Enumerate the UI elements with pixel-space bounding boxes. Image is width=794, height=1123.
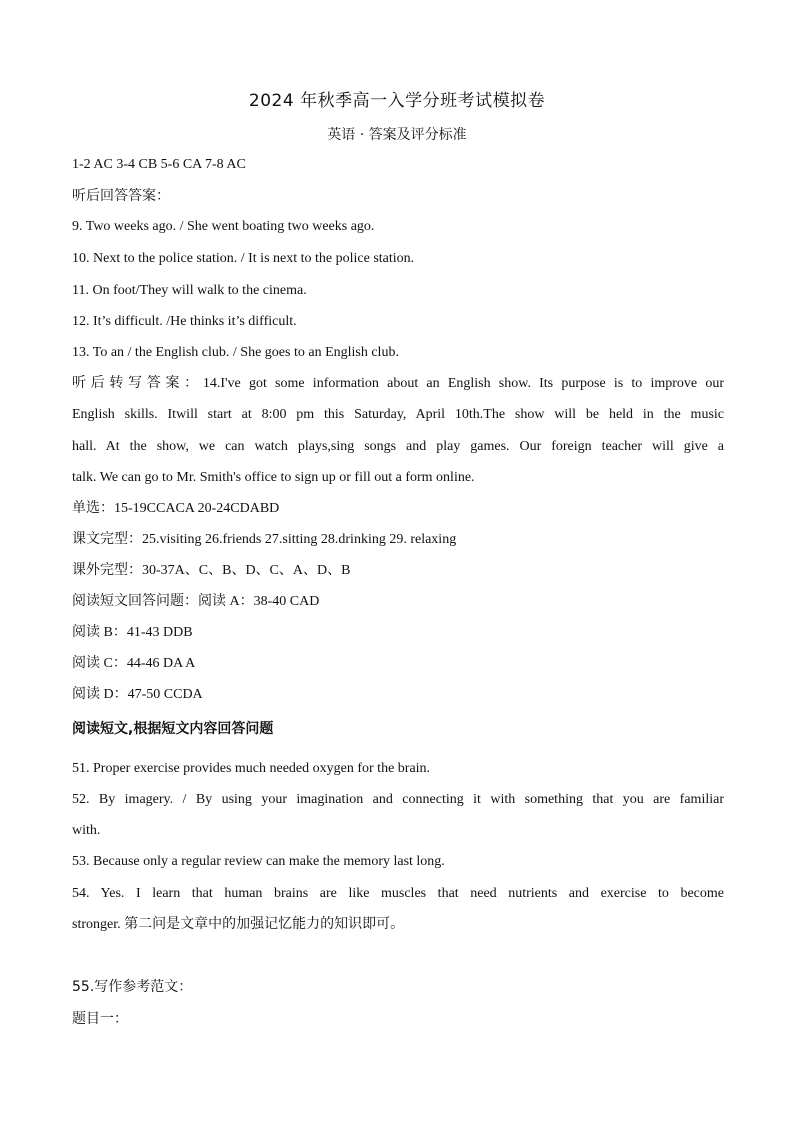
answer-q52-line: with. [72, 823, 101, 838]
retell-answer-line: talk. We can go to Mr. Smith's office to sign up or fill out a form online. [72, 470, 475, 485]
page-title: 2024 年秋季高一入学分班考试模拟卷 [248, 91, 546, 111]
topic-one-label: 题目一： [72, 1011, 128, 1027]
answer-q51: 51. Proper exercise provides much needed oxygen for the brain. [72, 761, 431, 776]
listening-choice-answers: 1-2 AC 3-4 CB 5-6 CA 7-8 AC [72, 157, 246, 172]
listening-answer-heading: 听后回答答案： [72, 188, 170, 204]
answer-q9: 9. Two weeks ago. / She went boating two weeks ago. [72, 219, 375, 234]
answer-q54-line: stronger. 第二问是文章中的加强记忆能力的知识即可。 [72, 917, 405, 932]
retell-answer-line: 听后转写答案：14.I've got some information about an English show. Its purpose is to improve our [72, 376, 724, 391]
cloze-out-answers: 课外完型：30-37A、C、B、D、C、A、D、B [72, 563, 351, 578]
single-choice-answers: 单选：15-19CCACA 20-24CDABD [72, 501, 280, 516]
retell-answer-line: English skills. Itwill start at 8:00 pm this Saturday, April 10th.The show will be held in the music [72, 407, 724, 422]
page-subtitle: 英语 · 答案及评分标准 [327, 127, 467, 143]
short-answer-heading: 阅读短文,根据短文内容回答问题 [72, 721, 274, 737]
reading-d-answers: 阅读 D：47-50 CCDA [72, 687, 203, 702]
answer-q52-line: 52. By imagery. / By using your imagination and connecting it with something that you are familiar [72, 792, 724, 807]
answer-q12: 12. It’s difficult. /He thinks it’s difficult. [72, 314, 297, 329]
answer-q11: 11. On foot/They will walk to the cinema. [72, 283, 307, 298]
answer-q13: 13. To an / the English club. / She goes to an English club. [72, 345, 399, 360]
reading-c-answers: 阅读 C：44-46 DA A [72, 656, 196, 671]
retell-answer-line: hall. At the show, we can watch plays,sing songs and play games. Our foreign teacher will give a [72, 439, 724, 454]
answer-q10: 10. Next to the police station. / It is next to the police station. [72, 251, 415, 266]
answer-q53: 53. Because only a regular review can make the memory last long. [72, 854, 445, 869]
cloze-in-answers: 课文完型：25.visiting 26.friends 27.sitting 28.drinking 29. relaxing [72, 532, 457, 547]
reading-a-answers: 阅读短文回答问题：阅读 A：38-40 CAD [72, 594, 320, 609]
writing-heading: 55.写作参考范文： [72, 979, 193, 995]
answer-q54-line: 54. Yes. I learn that human brains are like muscles that need nutrients and exercise to become [72, 886, 724, 901]
reading-b-answers: 阅读 B：41-43 DDB [72, 625, 193, 640]
